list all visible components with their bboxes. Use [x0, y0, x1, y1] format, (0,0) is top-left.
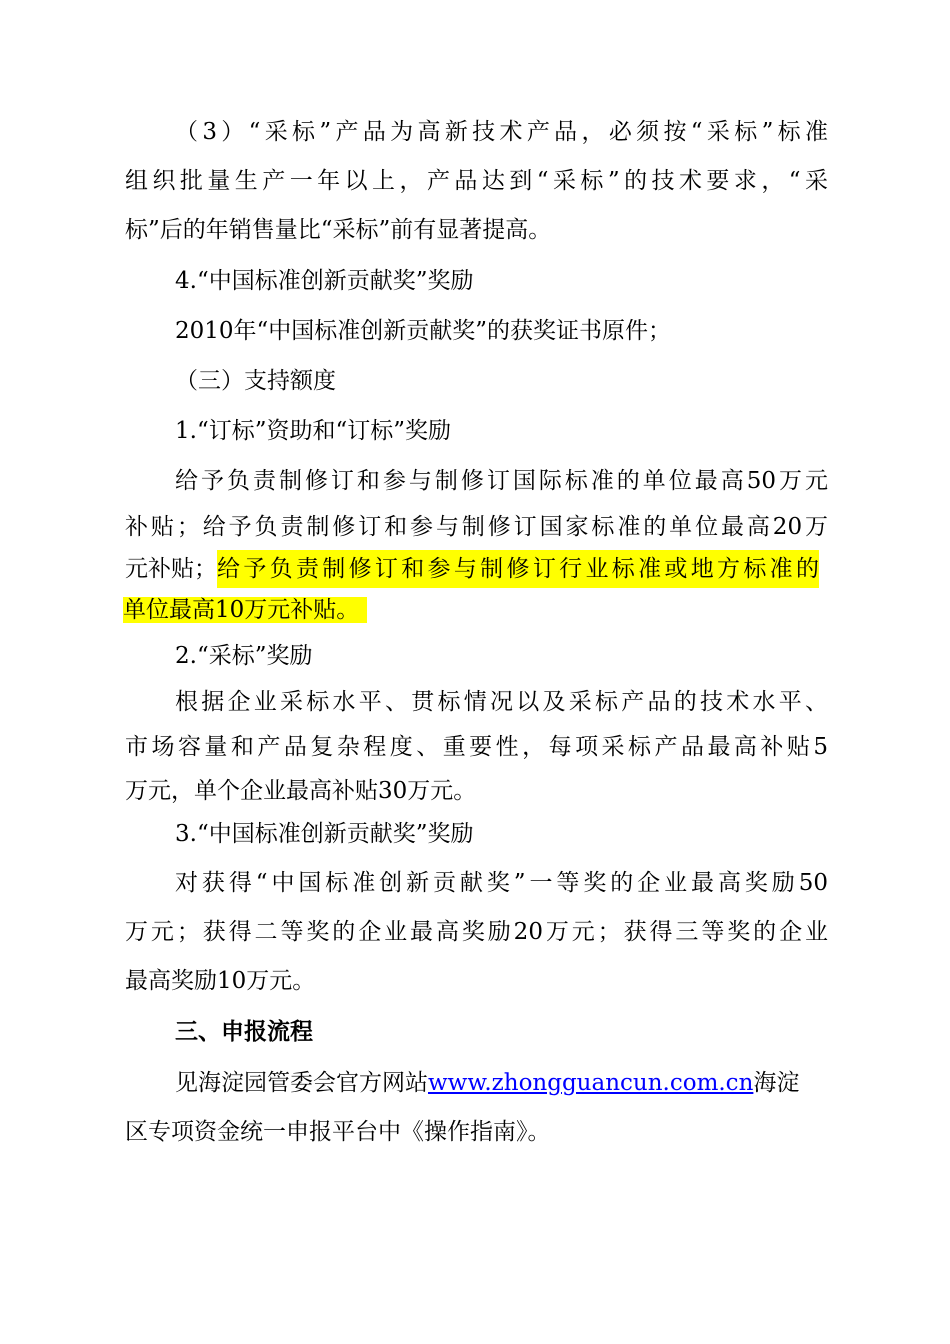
paragraph-line: 对获得“中国标准创新贡献奖”一等奖的企业最高奖励50 [175, 870, 828, 896]
subsection-heading: （三）支持额度 [175, 368, 336, 394]
paragraph-line: 根据企业采标水平、贯标情况以及采标产品的技术水平、 [175, 689, 828, 715]
paragraph-line: 最高奖励10万元。 [125, 968, 316, 994]
website-link[interactable]: www.zhongguancun.com.cn [428, 1070, 754, 1096]
section-item-4: 4.“中国标准创新贡献奖”奖励 [175, 268, 474, 294]
section-item-3: 3.“中国标准创新贡献奖”奖励 [175, 821, 474, 847]
section-item-2: 2.“采标”奖励 [175, 643, 313, 669]
paragraph-line: 万元，单个企业最高补贴30万元。 [125, 778, 477, 804]
section-heading: 三、申报流程 [175, 1019, 313, 1045]
highlighted-text: 给予负责制修订和参与制修订行业标准或地方标准的 [217, 550, 819, 588]
paragraph-line [175, 1064, 828, 1102]
highlighted-text: 单位最高10万元补贴。 [123, 597, 367, 623]
paragraph-line: 标”后的年销售量比“采标”前有显著提高。 [125, 217, 552, 243]
paragraph-line: （3）“采标”产品为高新技术产品，必须按“采标”标准 [175, 119, 828, 145]
paragraph-line: 组织批量生产一年以上，产品达到“采标”的技术要求，“采 [125, 168, 828, 194]
paragraph-text: 元补贴； [125, 556, 217, 582]
paragraph-text: 见海淀园管委会官方网站 [175, 1070, 428, 1096]
paragraph-line: 万元；获得二等奖的企业最高奖励20万元；获得三等奖的企业 [125, 919, 828, 945]
paragraph-line: 2010年“中国标准创新贡献奖”的获奖证书原件； [175, 318, 672, 344]
paragraph-text: 海淀 [753, 1070, 800, 1096]
paragraph-line: 区专项资金统一申报平台中《操作指南》。 [125, 1119, 551, 1145]
paragraph-line [125, 550, 819, 588]
paragraph-line: 补贴；给予负责制修订和参与制修订国家标准的单位最高20万 [125, 514, 828, 540]
paragraph-line: 市场容量和产品复杂程度、重要性，每项采标产品最高补贴5 [125, 734, 828, 760]
section-item-1: 1.“订标”资助和“订标”奖励 [175, 418, 451, 444]
paragraph-line: 给予负责制修订和参与制修订国际标准的单位最高50万元 [175, 468, 828, 494]
paragraph-line [123, 591, 367, 629]
